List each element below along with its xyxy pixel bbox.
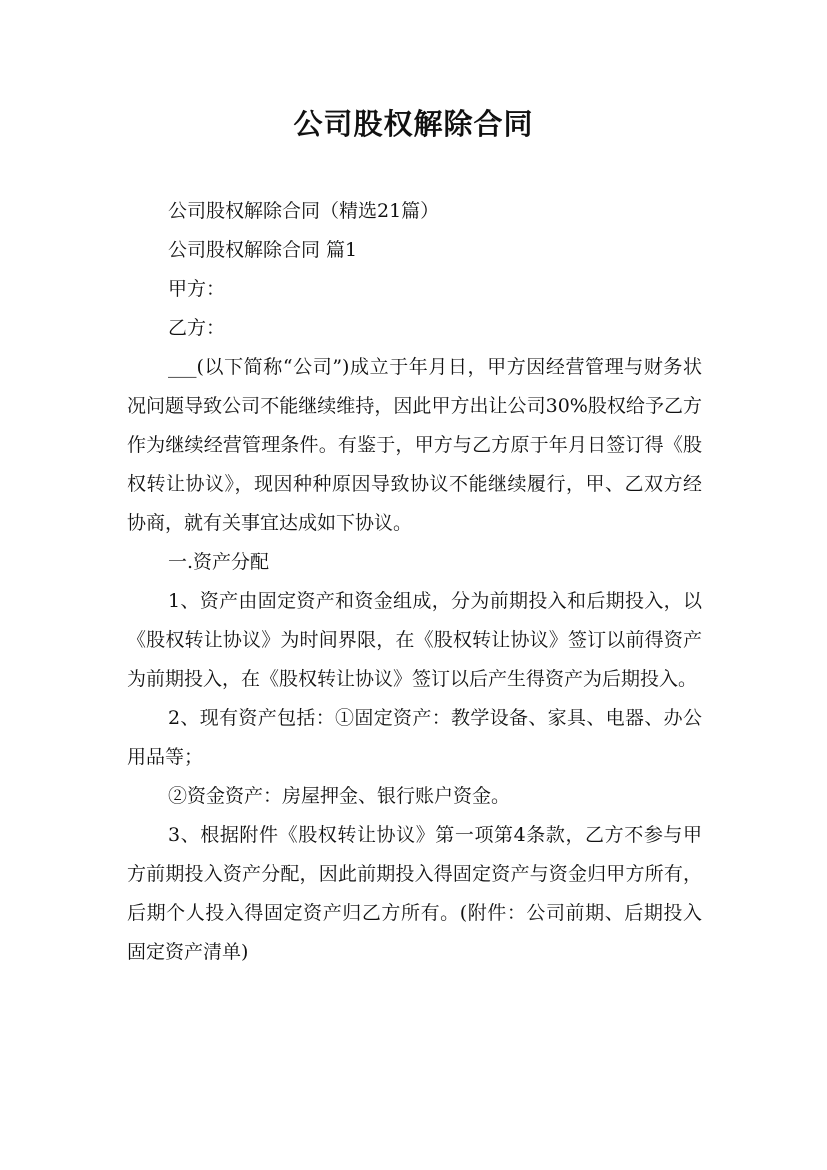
document-title: 公司股权解除合同 xyxy=(293,107,534,141)
paragraph-clause-heading: 一.资产分配 xyxy=(168,551,270,573)
paragraph-party-a: 甲方： xyxy=(168,278,226,300)
paragraph-preamble: ___(以下简称“公司”)成立于年月日，甲方因经营管理与财务状况问题导致公司不能继续维持，因此甲方出让公司30%股权给予乙方作为继续经营管理条件。有鉴于，甲方与乙方原于年月日签订得《股权转让协议》，现因种种原因导致协议不能继续履行，甲、乙双方经协商，就有关事宜达成如下协议。 xyxy=(127,356,702,534)
paragraph-section-heading: 公司股权解除合同 篇1 xyxy=(168,239,358,261)
document-body xyxy=(127,192,702,972)
paragraph-party-b: 乙方： xyxy=(168,317,226,339)
paragraph-clause-3: 3、根据附件《股权转让协议》第一项第4条款，乙方不参与甲方前期投入资产分配，因此前期投入得固定资产与资金归甲方所有，后期个人投入得固定资产归乙方所有。(附件：公司前期、后期投入固定资产清单) xyxy=(127,824,702,963)
paragraph-clause-2-cont: ②资金资产：房屋押金、银行账户资金。 xyxy=(168,785,511,807)
paragraph-clause-2: 2、现有资产包括：①固定资产：教学设备、家具、电器、办公用品等； xyxy=(127,707,702,768)
paragraph-subtitle: 公司股权解除合同（精选21篇） xyxy=(168,200,440,222)
paragraph-clause-1: 1、资产由固定资产和资金组成，分为前期投入和后期投入，以《股权转让协议》为时间界限，在《股权转让协议》签订以前得资产为前期投入，在《股权转让协议》签订以后产生得资产为后期投入。 xyxy=(127,590,702,690)
